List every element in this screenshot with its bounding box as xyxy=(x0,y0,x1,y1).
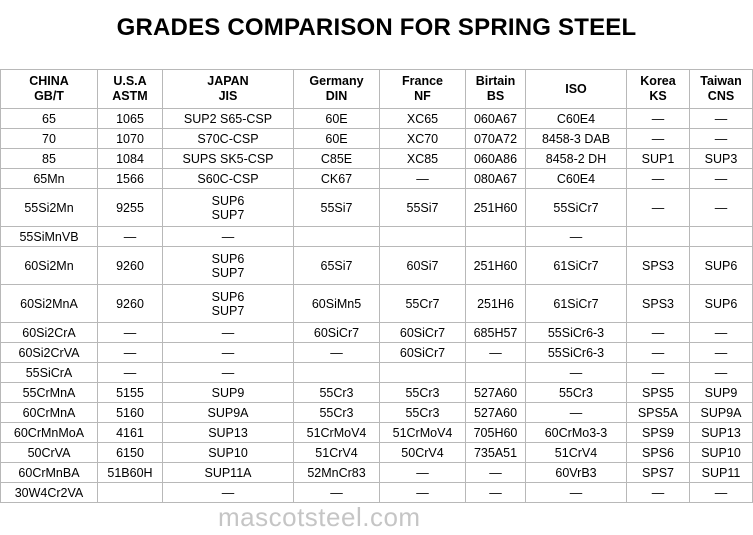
column-header-line: GB/T xyxy=(34,89,64,103)
table-row xyxy=(1,285,753,323)
table-cell xyxy=(466,363,526,383)
page-title: GRADES COMPARISON FOR SPRING STEEL xyxy=(116,14,637,41)
table-cell: 735A51 xyxy=(466,443,526,463)
table-cell: 6150 xyxy=(98,443,163,463)
table-cell: — xyxy=(627,129,690,149)
table-cell xyxy=(627,227,690,247)
table-cell: — xyxy=(526,403,627,423)
table-cell: 55Si7 xyxy=(294,189,380,227)
table-cell: SUP9 xyxy=(163,383,294,403)
table-cell: 55Cr3 xyxy=(294,383,380,403)
table-cell: XC70 xyxy=(380,129,466,149)
table-cell xyxy=(163,247,294,285)
table-cell: 55SiCr6-3 xyxy=(526,343,627,363)
cell-line: SUP7 xyxy=(211,303,245,318)
table-cell: 61SiCr7 xyxy=(526,285,627,323)
column-header-line: Taiwan xyxy=(700,74,742,88)
table-cell: — xyxy=(163,483,294,503)
table-row xyxy=(1,423,753,443)
table-cell: SUP2 S65-CSP xyxy=(163,109,294,129)
table-cell: 60Si7 xyxy=(380,247,466,285)
table-cell: — xyxy=(98,323,163,343)
table-cell: 55Cr3 xyxy=(380,383,466,403)
table-row xyxy=(1,483,753,503)
table-row xyxy=(1,443,753,463)
column-header-line: Korea xyxy=(640,74,676,88)
table-cell: SPS9 xyxy=(627,423,690,443)
table-row xyxy=(1,227,753,247)
table-cell: 60Si2CrVA xyxy=(1,343,98,363)
table-cell: 55SiCr6-3 xyxy=(526,323,627,343)
table-cell: — xyxy=(627,363,690,383)
table-cell xyxy=(380,363,466,383)
table-cell: 5155 xyxy=(98,383,163,403)
table-cell: — xyxy=(627,483,690,503)
table-cell: 65Si7 xyxy=(294,247,380,285)
table-cell: — xyxy=(380,463,466,483)
table-cell: — xyxy=(690,363,753,383)
column-header xyxy=(380,70,466,109)
table-cell: SUP10 xyxy=(690,443,753,463)
table-cell: 251H60 xyxy=(466,247,526,285)
table-cell: S70C-CSP xyxy=(163,129,294,149)
column-header xyxy=(163,70,294,109)
table-cell: C60E4 xyxy=(526,169,627,189)
table-cell: SUP6 xyxy=(690,285,753,323)
table-cell: S60C-CSP xyxy=(163,169,294,189)
table-cell: 55SiMnVB xyxy=(1,227,98,247)
table-cell: 55Si2Mn xyxy=(1,189,98,227)
table-row xyxy=(1,169,753,189)
column-header xyxy=(526,70,627,109)
table-cell xyxy=(466,227,526,247)
table-cell: 55SiCr7 xyxy=(526,189,627,227)
table-row xyxy=(1,149,753,169)
table-cell: CK67 xyxy=(294,169,380,189)
column-header-line: JIS xyxy=(218,89,238,103)
table-cell: 080A67 xyxy=(466,169,526,189)
table-row xyxy=(1,383,753,403)
table-cell: — xyxy=(690,109,753,129)
table-cell: XC65 xyxy=(380,109,466,129)
table-cell: 070A72 xyxy=(466,129,526,149)
table-cell: C60E4 xyxy=(526,109,627,129)
table-cell: 527A60 xyxy=(466,383,526,403)
table-cell: 60CrMnBA xyxy=(1,463,98,483)
table-cell: 705H60 xyxy=(466,423,526,443)
table-cell: 60SiCr7 xyxy=(380,343,466,363)
column-header-line: BS xyxy=(486,89,505,103)
table-cell: 51CrV4 xyxy=(294,443,380,463)
table-cell xyxy=(690,227,753,247)
column-header-line: KS xyxy=(649,89,667,103)
table-cell: — xyxy=(526,227,627,247)
table-cell: 61SiCr7 xyxy=(526,247,627,285)
table-cell: 55Cr3 xyxy=(380,403,466,423)
table-cell: — xyxy=(163,323,294,343)
table-cell: 51CrMoV4 xyxy=(294,423,380,443)
table-cell: 51B60H xyxy=(98,463,163,483)
table-cell: 60SiCr7 xyxy=(294,323,380,343)
table-cell: — xyxy=(380,169,466,189)
column-header-line: NF xyxy=(414,89,431,103)
table-cell: — xyxy=(380,483,466,503)
table-cell: SUP13 xyxy=(163,423,294,443)
watermark: mascotsteel.com xyxy=(218,502,421,532)
table-cell: SUP6 xyxy=(690,247,753,285)
table-row xyxy=(1,129,753,149)
table-cell: 1566 xyxy=(98,169,163,189)
table-cell: 52MnCr83 xyxy=(294,463,380,483)
table-cell: 55Cr3 xyxy=(526,383,627,403)
table-cell: 70 xyxy=(1,129,98,149)
column-header xyxy=(98,70,163,109)
table-cell: 251H60 xyxy=(466,189,526,227)
table-cell: — xyxy=(526,363,627,383)
column-header-line: ISO xyxy=(565,81,587,96)
table-header-row xyxy=(1,70,753,109)
column-header xyxy=(627,70,690,109)
table-cell: — xyxy=(466,483,526,503)
table-cell: — xyxy=(526,483,627,503)
table-cell: 8458-2 DH xyxy=(526,149,627,169)
table-cell: — xyxy=(163,343,294,363)
table-cell: SUP9A xyxy=(690,403,753,423)
table-cell: 60CrMnA xyxy=(1,403,98,423)
cell-line: SUP6 xyxy=(211,193,245,208)
column-header xyxy=(466,70,526,109)
table-cell: 4161 xyxy=(98,423,163,443)
table-cell: 60Si2Mn xyxy=(1,247,98,285)
table-cell: 60Si2MnA xyxy=(1,285,98,323)
grades-comparison-table xyxy=(0,69,753,503)
column-header-line: ASTM xyxy=(112,89,148,103)
table-cell: 65Mn xyxy=(1,169,98,189)
table-cell: SUP3 xyxy=(690,149,753,169)
table-cell: 527A60 xyxy=(466,403,526,423)
table-cell: SUP11 xyxy=(690,463,753,483)
table-cell: — xyxy=(690,169,753,189)
table-cell xyxy=(380,227,466,247)
table-cell: — xyxy=(98,363,163,383)
column-header-line: CHINA xyxy=(29,74,69,88)
table-cell: — xyxy=(627,169,690,189)
table-row xyxy=(1,403,753,423)
table-row xyxy=(1,463,753,483)
table-cell: SUP1 xyxy=(627,149,690,169)
table-cell: 60CrMnMoA xyxy=(1,423,98,443)
table-cell xyxy=(163,285,294,323)
column-header-line: France xyxy=(402,74,443,88)
column-header-line: JAPAN xyxy=(207,74,249,88)
table-cell: SUP9A xyxy=(163,403,294,423)
table-cell: — xyxy=(294,343,380,363)
table-cell: 9255 xyxy=(98,189,163,227)
table-row xyxy=(1,323,753,343)
table-cell: SPS7 xyxy=(627,463,690,483)
column-header-line: CNS xyxy=(707,89,735,103)
table-cell: 9260 xyxy=(98,285,163,323)
table-cell: 55Si7 xyxy=(380,189,466,227)
table-cell: 60E xyxy=(294,109,380,129)
table-cell: 50CrV4 xyxy=(380,443,466,463)
table-cell: SUP13 xyxy=(690,423,753,443)
table-cell: SPS3 xyxy=(627,247,690,285)
table-cell: 1070 xyxy=(98,129,163,149)
table-cell: — xyxy=(163,363,294,383)
cell-line: SUP6 xyxy=(211,289,245,304)
table-cell: 55Cr3 xyxy=(294,403,380,423)
table-cell: 55CrMnA xyxy=(1,383,98,403)
table-cell: — xyxy=(690,343,753,363)
table-cell: — xyxy=(690,129,753,149)
table-cell: SPS5 xyxy=(627,383,690,403)
column-header-line: DIN xyxy=(325,89,348,103)
column-header xyxy=(690,70,753,109)
table-cell: — xyxy=(294,483,380,503)
table-cell: 51CrMoV4 xyxy=(380,423,466,443)
table-cell: — xyxy=(690,189,753,227)
table-row xyxy=(1,189,753,227)
table-cell: — xyxy=(690,323,753,343)
table-cell: — xyxy=(627,109,690,129)
table-cell: — xyxy=(627,343,690,363)
table-cell xyxy=(294,363,380,383)
table-row xyxy=(1,247,753,285)
table-cell: — xyxy=(98,227,163,247)
table-cell: SPS5A xyxy=(627,403,690,423)
column-header xyxy=(294,70,380,109)
table-cell: 65 xyxy=(1,109,98,129)
table-cell: 60SiMn5 xyxy=(294,285,380,323)
table-cell: 060A86 xyxy=(466,149,526,169)
table-cell: 30W4Cr2VA xyxy=(1,483,98,503)
table-cell: 60E xyxy=(294,129,380,149)
table-cell: 1084 xyxy=(98,149,163,169)
table-cell: — xyxy=(627,189,690,227)
table-cell: 8458-3 DAB xyxy=(526,129,627,149)
table-cell: XC85 xyxy=(380,149,466,169)
table-cell: SPS3 xyxy=(627,285,690,323)
table-cell: — xyxy=(98,343,163,363)
table-cell: 85 xyxy=(1,149,98,169)
column-header-line: Germany xyxy=(309,74,364,88)
table-cell: 1065 xyxy=(98,109,163,129)
table-cell: 685H57 xyxy=(466,323,526,343)
cell-line: SUP7 xyxy=(211,207,245,222)
cell-line: SUP7 xyxy=(211,265,245,280)
table-cell: 60Si2CrA xyxy=(1,323,98,343)
table-cell: 060A67 xyxy=(466,109,526,129)
table-cell xyxy=(98,483,163,503)
cell-line: SUP6 xyxy=(211,251,245,266)
table-cell xyxy=(294,227,380,247)
table-cell: — xyxy=(627,323,690,343)
table-cell: 55Cr7 xyxy=(380,285,466,323)
table-row xyxy=(1,343,753,363)
table-cell: 60VrB3 xyxy=(526,463,627,483)
table-row xyxy=(1,109,753,129)
table-cell: 251H6 xyxy=(466,285,526,323)
table-cell: SUP9 xyxy=(690,383,753,403)
table-cell: 60CrMo3-3 xyxy=(526,423,627,443)
table-cell: 55SiCrA xyxy=(1,363,98,383)
table-cell: SUP10 xyxy=(163,443,294,463)
table-cell: — xyxy=(466,343,526,363)
table-cell: — xyxy=(466,463,526,483)
table-cell: 9260 xyxy=(98,247,163,285)
table-cell: 5160 xyxy=(98,403,163,423)
table-cell: SPS6 xyxy=(627,443,690,463)
table-cell: SUPS SK5-CSP xyxy=(163,149,294,169)
column-header-line: Birtain xyxy=(475,74,516,88)
table-cell: SUP11A xyxy=(163,463,294,483)
table-cell: 51CrV4 xyxy=(526,443,627,463)
table-cell: C85E xyxy=(294,149,380,169)
table-row xyxy=(1,363,753,383)
table-cell: — xyxy=(163,227,294,247)
table-cell: — xyxy=(690,483,753,503)
table-cell: 50CrVA xyxy=(1,443,98,463)
table-cell: 60SiCr7 xyxy=(380,323,466,343)
column-header-line: U.S.A xyxy=(113,74,147,88)
table-cell xyxy=(163,189,294,227)
column-header xyxy=(1,70,98,109)
